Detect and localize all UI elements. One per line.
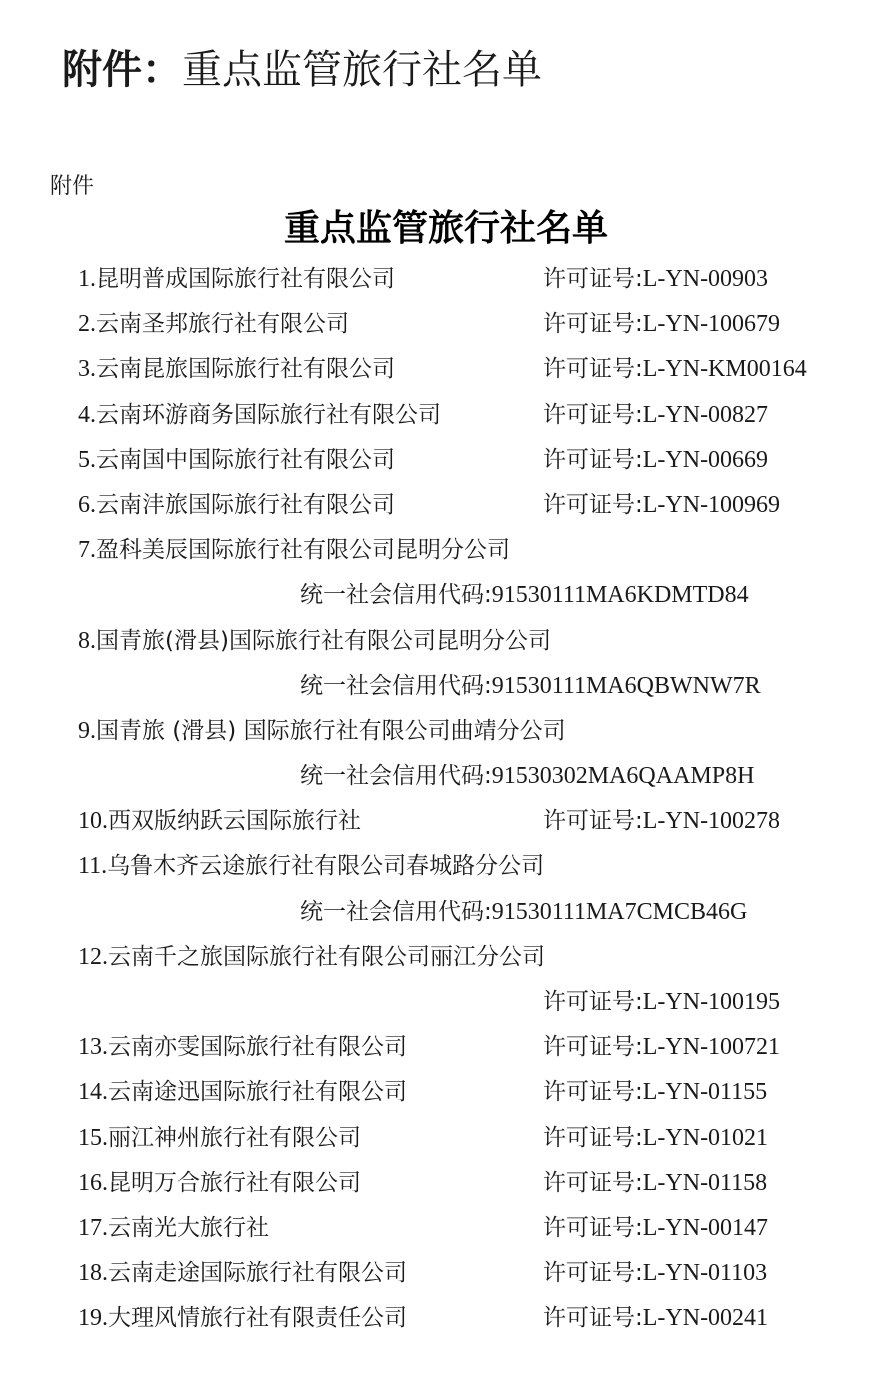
license-number: [543, 393, 768, 438]
credit-code-row: [78, 573, 878, 618]
license-number: [543, 1296, 768, 1341]
agency-name: [78, 438, 395, 483]
license-number: [543, 302, 780, 347]
agency-row: [78, 528, 878, 573]
agency-number: 11.: [78, 853, 108, 880]
license-value: L-YN-01158: [642, 1169, 768, 1196]
agency-number: 13.: [78, 1034, 108, 1061]
license-number: [543, 799, 780, 844]
license-value: L-YN-01021: [642, 1124, 769, 1151]
credit-code: [300, 754, 754, 799]
license-label: 许可证号:: [543, 446, 643, 473]
agency-name: [78, 1025, 407, 1070]
license-label: 许可证号:: [543, 1079, 643, 1106]
credit-code-row: [78, 890, 878, 935]
credit-code-label: 统一社会信用代码:: [300, 582, 492, 609]
license-value: L-YN-01155: [642, 1079, 768, 1106]
license-number: [543, 483, 780, 528]
license-value: L-YN-00147: [642, 1214, 769, 1241]
page-title-text: 重点监管旅行社名单: [182, 47, 542, 93]
agency-name-text: 云南环游商务国际旅行社有限公司: [96, 401, 441, 428]
license-row: [78, 980, 878, 1025]
agency-number: 18.: [78, 1260, 108, 1287]
attachment-label: 附件: [50, 174, 95, 199]
agency-name-text: 昆明普成国际旅行社有限公司: [96, 266, 395, 292]
credit-code-row: [78, 754, 878, 799]
agency-name-text: 丽江神州旅行社有限公司: [108, 1124, 361, 1151]
agency-name: [78, 709, 566, 754]
agency-name-text: 云南亦雯国际旅行社有限公司: [108, 1034, 407, 1061]
credit-code: [300, 890, 747, 935]
agency-row: [78, 1296, 878, 1341]
agency-name: [78, 935, 545, 980]
agency-name-text: 昆明万合旅行社有限公司: [108, 1169, 361, 1196]
agency-name-text: 云南圣邦旅行社有限公司: [96, 311, 349, 338]
agency-name: [78, 1116, 361, 1161]
credit-code-value: 91530111MA6QBWNW7R: [491, 672, 761, 699]
license-number: [543, 257, 768, 302]
agency-name-text: 云南途迅国际旅行社有限公司: [108, 1079, 407, 1106]
agency-name-text: 盈科美辰国际旅行社有限公司昆明分公司: [96, 537, 510, 564]
agency-row: [78, 709, 878, 754]
agency-row: [78, 619, 878, 664]
credit-code-label: 统一社会信用代码:: [300, 898, 492, 925]
agency-row: [78, 483, 878, 528]
license-number: [543, 980, 780, 1025]
credit-code-label: 统一社会信用代码:: [300, 763, 492, 790]
license-label: 许可证号:: [543, 266, 643, 292]
agency-name-text: 大理风情旅行社有限责任公司: [108, 1305, 407, 1332]
license-label: 许可证号:: [543, 1169, 643, 1196]
license-value: L-YN-KM00164: [642, 356, 807, 383]
agency-name: [78, 393, 441, 438]
agency-row: [78, 935, 878, 980]
credit-code-value: 91530111MA6KDMTD84: [491, 582, 749, 609]
license-label: 许可证号:: [543, 356, 643, 383]
agency-row: [78, 438, 878, 483]
agency-name: [78, 1070, 407, 1115]
license-value: L-YN-100721: [642, 1034, 781, 1061]
agency-row: [78, 799, 878, 844]
agency-row: [78, 347, 878, 392]
agency-number: 6.: [78, 491, 96, 518]
agency-number: 5.: [78, 446, 96, 473]
agency-name: [78, 483, 395, 528]
agency-number: 15.: [78, 1124, 108, 1151]
agency-name: [78, 528, 510, 573]
agency-row: [78, 1116, 878, 1161]
agency-name: [78, 1251, 407, 1296]
credit-code-value: 91530302MA6QAAMP8H: [491, 763, 755, 790]
license-label: 许可证号:: [543, 1305, 643, 1332]
agency-row: [78, 1025, 878, 1070]
agency-name: [78, 257, 395, 302]
agency-row: [78, 302, 878, 347]
license-value: L-YN-00241: [642, 1305, 769, 1332]
agency-name: [78, 619, 551, 664]
agency-row: [78, 1251, 878, 1296]
page-title-prefix: 附件：: [62, 47, 182, 93]
agency-name: [78, 1206, 269, 1251]
agency-name: [78, 302, 349, 347]
agency-list: [78, 257, 878, 1342]
agency-name-text: 云南千之旅国际旅行社有限公司丽江分公司: [108, 943, 545, 970]
license-label: 许可证号:: [543, 808, 643, 835]
agency-name-text: 云南光大旅行社: [108, 1214, 269, 1241]
agency-name: [78, 844, 544, 889]
agency-name-text: 国青旅(滑县)国际旅行社有限公司昆明分公司: [96, 627, 551, 654]
agency-number: 2.: [78, 311, 96, 338]
agency-number: 4.: [78, 401, 96, 428]
agency-name: [78, 347, 395, 392]
agency-row: [78, 1206, 878, 1251]
agency-name-text: 乌鲁木齐云途旅行社有限公司春城路分公司: [107, 853, 545, 880]
agency-row: [78, 1070, 878, 1115]
license-label: 许可证号:: [543, 1260, 643, 1287]
agency-row: [78, 257, 878, 302]
agency-name-text: 西双版纳跃云国际旅行社: [108, 808, 361, 835]
license-value: L-YN-100679: [642, 311, 781, 338]
license-value: L-YN-00669: [642, 446, 769, 473]
license-number: [543, 347, 807, 392]
agency-name-text: 云南国中国际旅行社有限公司: [96, 446, 395, 473]
agency-name: [78, 799, 361, 844]
agency-number: 10.: [78, 808, 108, 835]
license-number: [543, 1251, 767, 1296]
agency-name-text: 云南昆旅国际旅行社有限公司: [96, 356, 395, 383]
agency-number: 12.: [78, 943, 108, 970]
credit-code: [300, 664, 761, 709]
license-value: L-YN-01103: [642, 1260, 768, 1287]
license-label: 许可证号:: [543, 311, 643, 338]
agency-number: 3.: [78, 356, 96, 383]
license-number: [543, 1206, 768, 1251]
license-value: L-YN-00903: [642, 266, 769, 292]
agency-name-text: 云南沣旅国际旅行社有限公司: [96, 491, 395, 518]
agency-number: 7.: [78, 537, 96, 564]
document-title: 重点监管旅行社名单: [283, 207, 608, 249]
license-label: 许可证号:: [543, 1214, 643, 1241]
agency-name-text: 国青旅 (滑县) 国际旅行社有限公司曲靖分公司: [96, 717, 566, 744]
agency-number: 16.: [78, 1169, 108, 1196]
agency-number: 14.: [78, 1079, 108, 1106]
license-value: L-YN-100278: [642, 808, 781, 835]
agency-number: 17.: [78, 1214, 108, 1241]
agency-name: [78, 1161, 361, 1206]
agency-row: [78, 393, 878, 438]
license-number: [543, 1025, 780, 1070]
license-label: 许可证号:: [543, 401, 643, 428]
license-number: [543, 438, 768, 483]
agency-name: [78, 1296, 407, 1341]
agency-row: [78, 844, 878, 889]
agency-number: 1.: [78, 266, 96, 292]
license-label: 许可证号:: [543, 989, 643, 1015]
agency-number: 9.: [78, 717, 96, 744]
credit-code-value: 91530111MA7CMCB46G: [491, 898, 748, 925]
license-number: [543, 1070, 767, 1115]
license-label: 许可证号:: [543, 1124, 643, 1151]
credit-code-row: [78, 664, 878, 709]
agency-number: 19.: [78, 1305, 108, 1332]
credit-code-label: 统一社会信用代码:: [300, 672, 492, 699]
license-value: L-YN-00827: [642, 401, 769, 428]
license-number: [543, 1116, 768, 1161]
agency-row: [78, 1161, 878, 1206]
license-label: 许可证号:: [543, 1034, 643, 1061]
credit-code: [300, 573, 749, 618]
license-number: [543, 1161, 767, 1206]
page-title: [62, 40, 542, 100]
license-value: L-YN-100969: [642, 491, 781, 518]
agency-name-text: 云南走途国际旅行社有限公司: [108, 1260, 407, 1287]
license-label: 许可证号:: [543, 491, 643, 518]
license-value: L-YN-100195: [642, 989, 781, 1015]
agency-number: 8.: [78, 627, 96, 654]
